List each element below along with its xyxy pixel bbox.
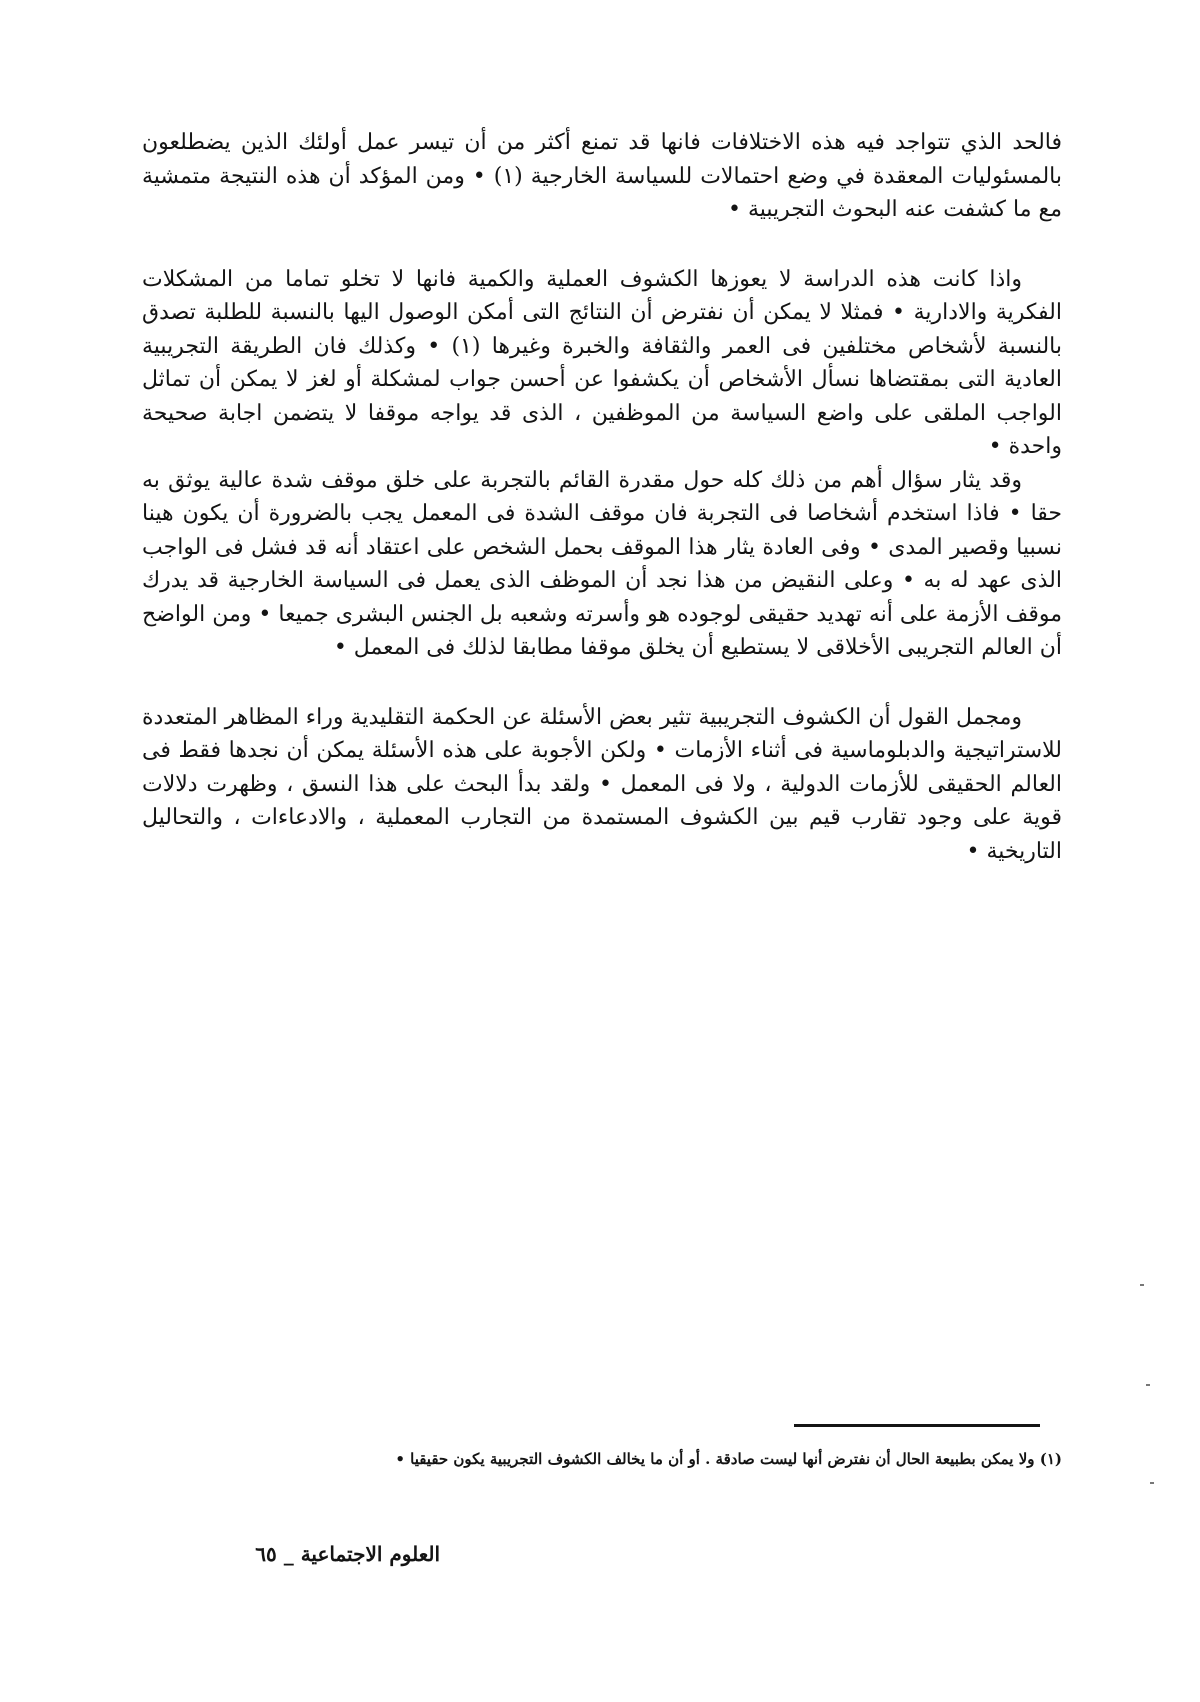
footnote-separator <box>794 1424 1040 1427</box>
scan-mark <box>1150 1482 1154 1484</box>
scan-mark <box>1140 1284 1144 1286</box>
paragraph-2: واذا كانت هذه الدراسة لا يعوزها الكشوف العملية والكمية فانها لا تخلو تماما من المشكلات الفكرية والادارية • فمثلا لا يمكن أن نفترض أن النتائج التى أمكن الوصول اليها بالنسبة للطلبة تصدق بالنسبة لأشخاص مختلفين فى العمر والثقافة والخبرة وغيرها (١) • وكذلك فان الطريقة التجريبية العادية التى بمقتضاها نسأل الأشخاص أن يكشفوا عن أحسن جواب لمشكلة أو لغز لا يمكن أن تماثل الواجب الملقى على واضع السياسة من الموظفين ، الذى قد يواجه موقفا لا يتضمن اجابة صحيحة واحدة • <box>142 266 1062 459</box>
scan-mark <box>1146 1384 1150 1386</box>
paragraph-3: وقد يثار سؤال أهم من ذلك كله حول مقدرة القائم بالتجربة على خلق موقف شدة عالية يوثق به حقا • فاذا استخدم أشخاصا فى التجربة فان موقف الشدة فى المعمل يجب بالضرورة أن يكون هينا نسبيا وقصير المدى • وفى العادة يثار هذا الموقف بحمل الشخص على اعتقاد أنه قد فشل فى الواجب الذى عهد له به • وعلى النقيض من هذا نجد أن الموظف الذى يعمل فى السياسة الخارجية قد يدرك موقف الأزمة على أنه تهديد حقيقى لوجوده هو وأسرته وشعبه بل الجنس البشرى جميعا • ومن الواضح أن العالم التجريبى الأخلاقى لا يستطيع أن يخلق موقفا مطابقا لذلك فى المعمل • <box>142 467 1062 660</box>
paragraph-1: فالحد الذي تتواجد فيه هذه الاختلافات فانها قد تمنع أكثر من أن تيسر عمل أولئك الذين يضطلعون بالمسئوليات المعقدة في وضع احتمالات للسياسة الخارجية (١) • ومن المؤكد أن هذه النتيجة متمشية مع ما كشفت عنه البحوث التجريبية • <box>142 130 1062 222</box>
footnote: (١) ولا يمكن بطبيعة الحال أن نفترض أنها ليست صادقة . أو أن ما يخالف الكشوف التجريبية يكون حقيقيا • <box>395 1450 1062 1468</box>
paragraph-4: ومجمل القول أن الكشوف التجريبية تثير بعض الأسئلة عن الحكمة التقليدية وراء المظاهر المتعددة للاستراتيجية والدبلوماسية فى أثناء الأزمات • ولكن الأجوبة على هذه الأسئلة يمكن أن نجدها فقط فى العالم الحقيقى للأزمات الدولية ، ولا فى المعمل • ولقد بدأ البحث على هذا النسق ، وظهرت دلالات قوية على وجود تقارب قيم بين الكشوف المستمدة من التجارب المعملية ، والادعاءات ، والتحاليل التاريخية • <box>142 704 1062 864</box>
page-footer: العلوم الاجتماعية _ ٦٥ <box>255 1542 440 1566</box>
body-text <box>142 126 1062 868</box>
